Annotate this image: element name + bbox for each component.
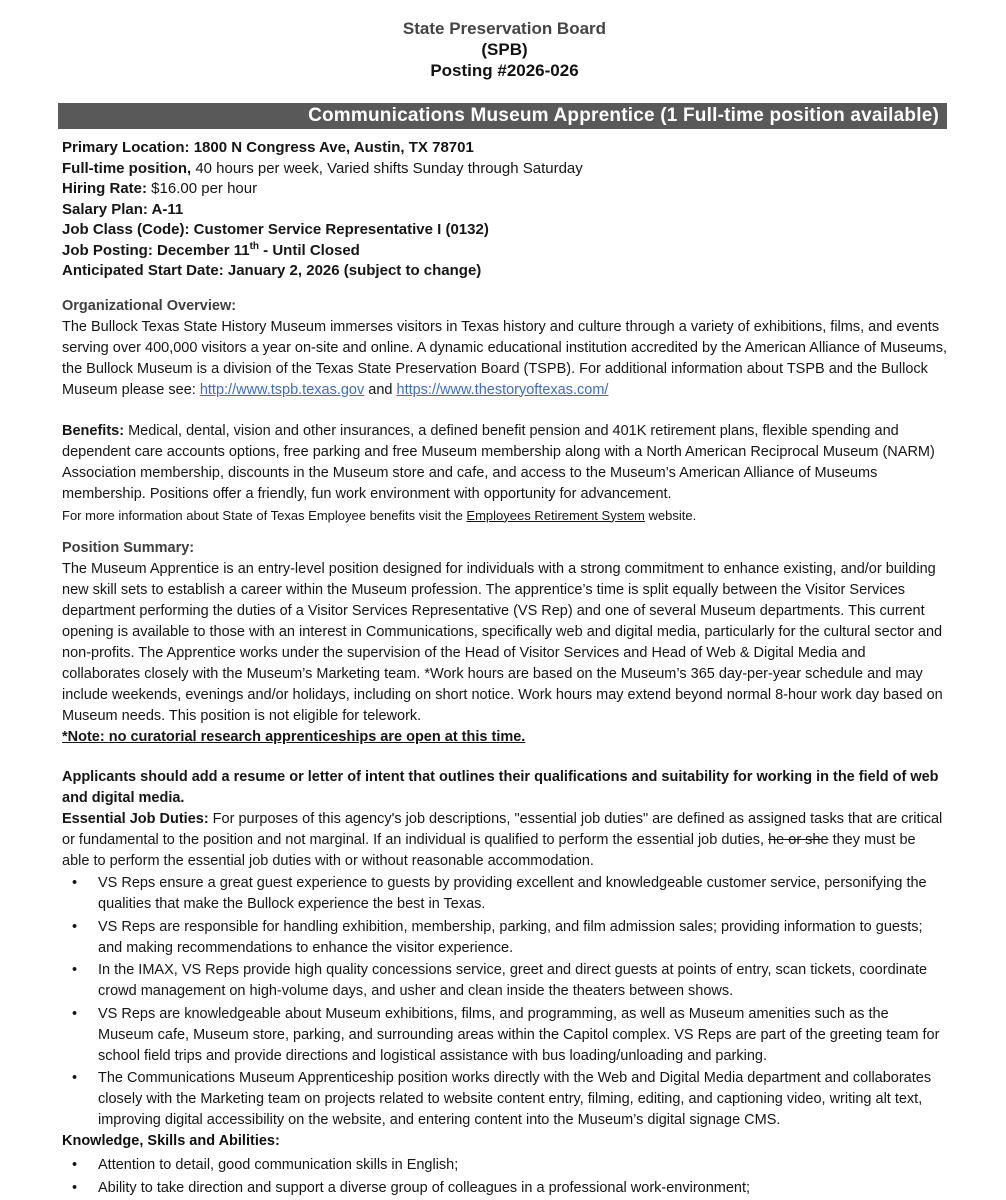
struck-text-he-or-she: he or she: [768, 831, 829, 848]
essential-job-duties-paragraph: Essential Job Duties: For purposes of this agency's job descriptions, "essential job duties" are defined as assigned tasks that are critical or fundamental to the position and not marginal. If an individual is qualified to perform the essential job duties, he or she they must be able to perform the essential job duties with or without reasonable accommodation.: [62, 810, 943, 869]
essential-job-duties-label: Essential Job Duties:: [62, 810, 209, 827]
detail-job-class: Job Class (Code): Customer Service Representative I (0132): [62, 221, 489, 238]
detail-salary-plan: Salary Plan: A-11: [62, 200, 184, 218]
tspb-link[interactable]: http://www.tspb.texas.gov: [199, 381, 365, 398]
benefits-paragraph: Benefits: Medical, dental, vision and other insurances, a defined benefit pension and 401K retirement plans, flexible spending and dependent care accounts options, free parking and free Museum membership along with a North American Reciprocal Museum (NARM) Association membership, discounts in the Museum store and cafe, and access to the Museum’s American Alliance of Museums membership. Positions offer a friendly, fun work environment with opportunity for advancement.: [62, 422, 935, 502]
position-details: [62, 138, 947, 282]
organizational-overview-body: The Bullock Texas State History Museum immerses visitors in Texas history and culture through a variety of exhibitions, films, and events serving over 400,000 visitors a year on-site and online. A dynamic educational institution accredited by the American Alliance of Museums, the Bullock Museum is a division of the Texas State Preservation Board (TSPB). For additional information about TSPB and the Bullock Museum please see: http://www.tspb.texas.gov and https://www.thestoryoftexas.com/: [62, 318, 947, 398]
applicants-instruction: Applicants should add a resume or letter of intent that outlines their qualifications and suitability for working in the field of web and digital media.: [62, 768, 939, 806]
detail-hiring-rate: Hiring Rate: $16.00 per hour: [62, 180, 258, 197]
position-summary-note: *Note: no curatorial research apprenticeships are open at this time.: [62, 728, 526, 745]
benefits-label: Benefits:: [62, 422, 125, 439]
duty-item: • VS Reps are responsible for handling exhibition, membership, parking, and film admission sales; providing information to guests; and making recommendations to enhance the visitor experience.: [62, 917, 947, 959]
position-summary-section: [62, 538, 947, 748]
org-title: State Preservation Board: [402, 19, 607, 38]
detail-primary-location: Primary Location: 1800 N Congress Ave, Austin, TX 78701: [62, 139, 474, 156]
duty-item: • The Communications Museum Apprenticeship position works directly with the Web and Digital Media department and collaborates closely with the Marketing team on projects related to website content entry, filming, editing, and captioning video, writing alt text, improving digital accessibility on the website, and entering content into the Museum’s digital signage CMS.: [62, 1068, 947, 1131]
storyoftexas-link[interactable]: https://www.thestoryoftexas.com/: [396, 381, 609, 398]
position-summary-body: The Museum Apprentice is an entry-level position designed for individuals with a strong commitment to enhance existing, and/or building new skill sets to establish a career within the Museum profession. The apprentice’s time is split equally between the Visitor Services department performing the duties of a Visitor Services Representative (VS Rep) and one of several Museum departments. This current opening is available to those with an interest in Communications, specifically web and digital media, particularly for the cultural sector and non-profits. The Apprentice works under the supervision of the Head of Visitor Services and Head of Web & Digital Media and collaborates closely with the Museum’s Marketing team. *Work hours are based on the Museum’s 365 day-per-year schedule and may include weekends, evenings and/or holidays, including on short notice. Work hours may extend beyond normal 8-hour work day based on Museum needs. This position is not eligible for telework.: [62, 560, 943, 724]
ksa-heading: Knowledge, Skills and Abilities:: [62, 1133, 280, 1149]
ksa-item: • Ability to take direction and support a diverse group of colleagues in a professional work-environment;: [62, 1178, 947, 1199]
employees-retirement-system-link[interactable]: Employees Retirement System: [466, 507, 645, 523]
organizational-overview-section: [62, 296, 947, 401]
benefits-section: [62, 421, 947, 526]
essential-duties-list: [62, 873, 947, 1131]
duty-item: • VS Reps are knowledgeable about Museum exhibitions, films, and programming, as well as Museum amenities such as the Museum cafe, Museum store, parking, and surrounding areas within the Capitol complex. VS Reps are part of the greeting team for school field trips and provide directions and logistical assistance with bus loading/unloading and parking.: [62, 1004, 947, 1067]
duty-item: • In the IMAX, VS Reps provide high quality concessions service, greet and direct guests at points of entry, scan tickets, coordinate crowd management on high-volume days, and usher and clean inside the theaters between shows.: [62, 960, 947, 1002]
detail-start-date: Anticipated Start Date: January 2, 2026 (subject to change): [62, 262, 482, 279]
document-header: [62, 18, 947, 81]
organizational-overview-heading: Organizational Overview:: [62, 297, 237, 314]
superscript-th: th: [249, 240, 260, 252]
position-title-banner: Communications Museum Apprentice (1 Full-time position available): [58, 103, 947, 129]
detail-fulltime: Full-time position, 40 hours per week, Varied shifts Sunday through Saturday: [62, 159, 583, 177]
detail-job-posting-date: Job Posting: December 11th - Until Closed: [62, 240, 360, 259]
position-summary-heading: Position Summary:: [62, 539, 195, 556]
ksa-item: • Attention to detail, good communication skills in English;: [62, 1155, 947, 1176]
org-abbreviation: (SPB): [481, 40, 528, 59]
posting-number: Posting #2026-026: [430, 61, 579, 80]
duty-item: • VS Reps ensure a great guest experience to guests by providing excellent and knowledgeable customer service, personifying the qualities that make the Bullock experience the best in Texas.: [62, 873, 947, 915]
benefits-small-note: For more information about State of Texas Employee benefits visit the Employees Retirement System website.: [62, 507, 697, 523]
ksa-list: [62, 1155, 947, 1200]
